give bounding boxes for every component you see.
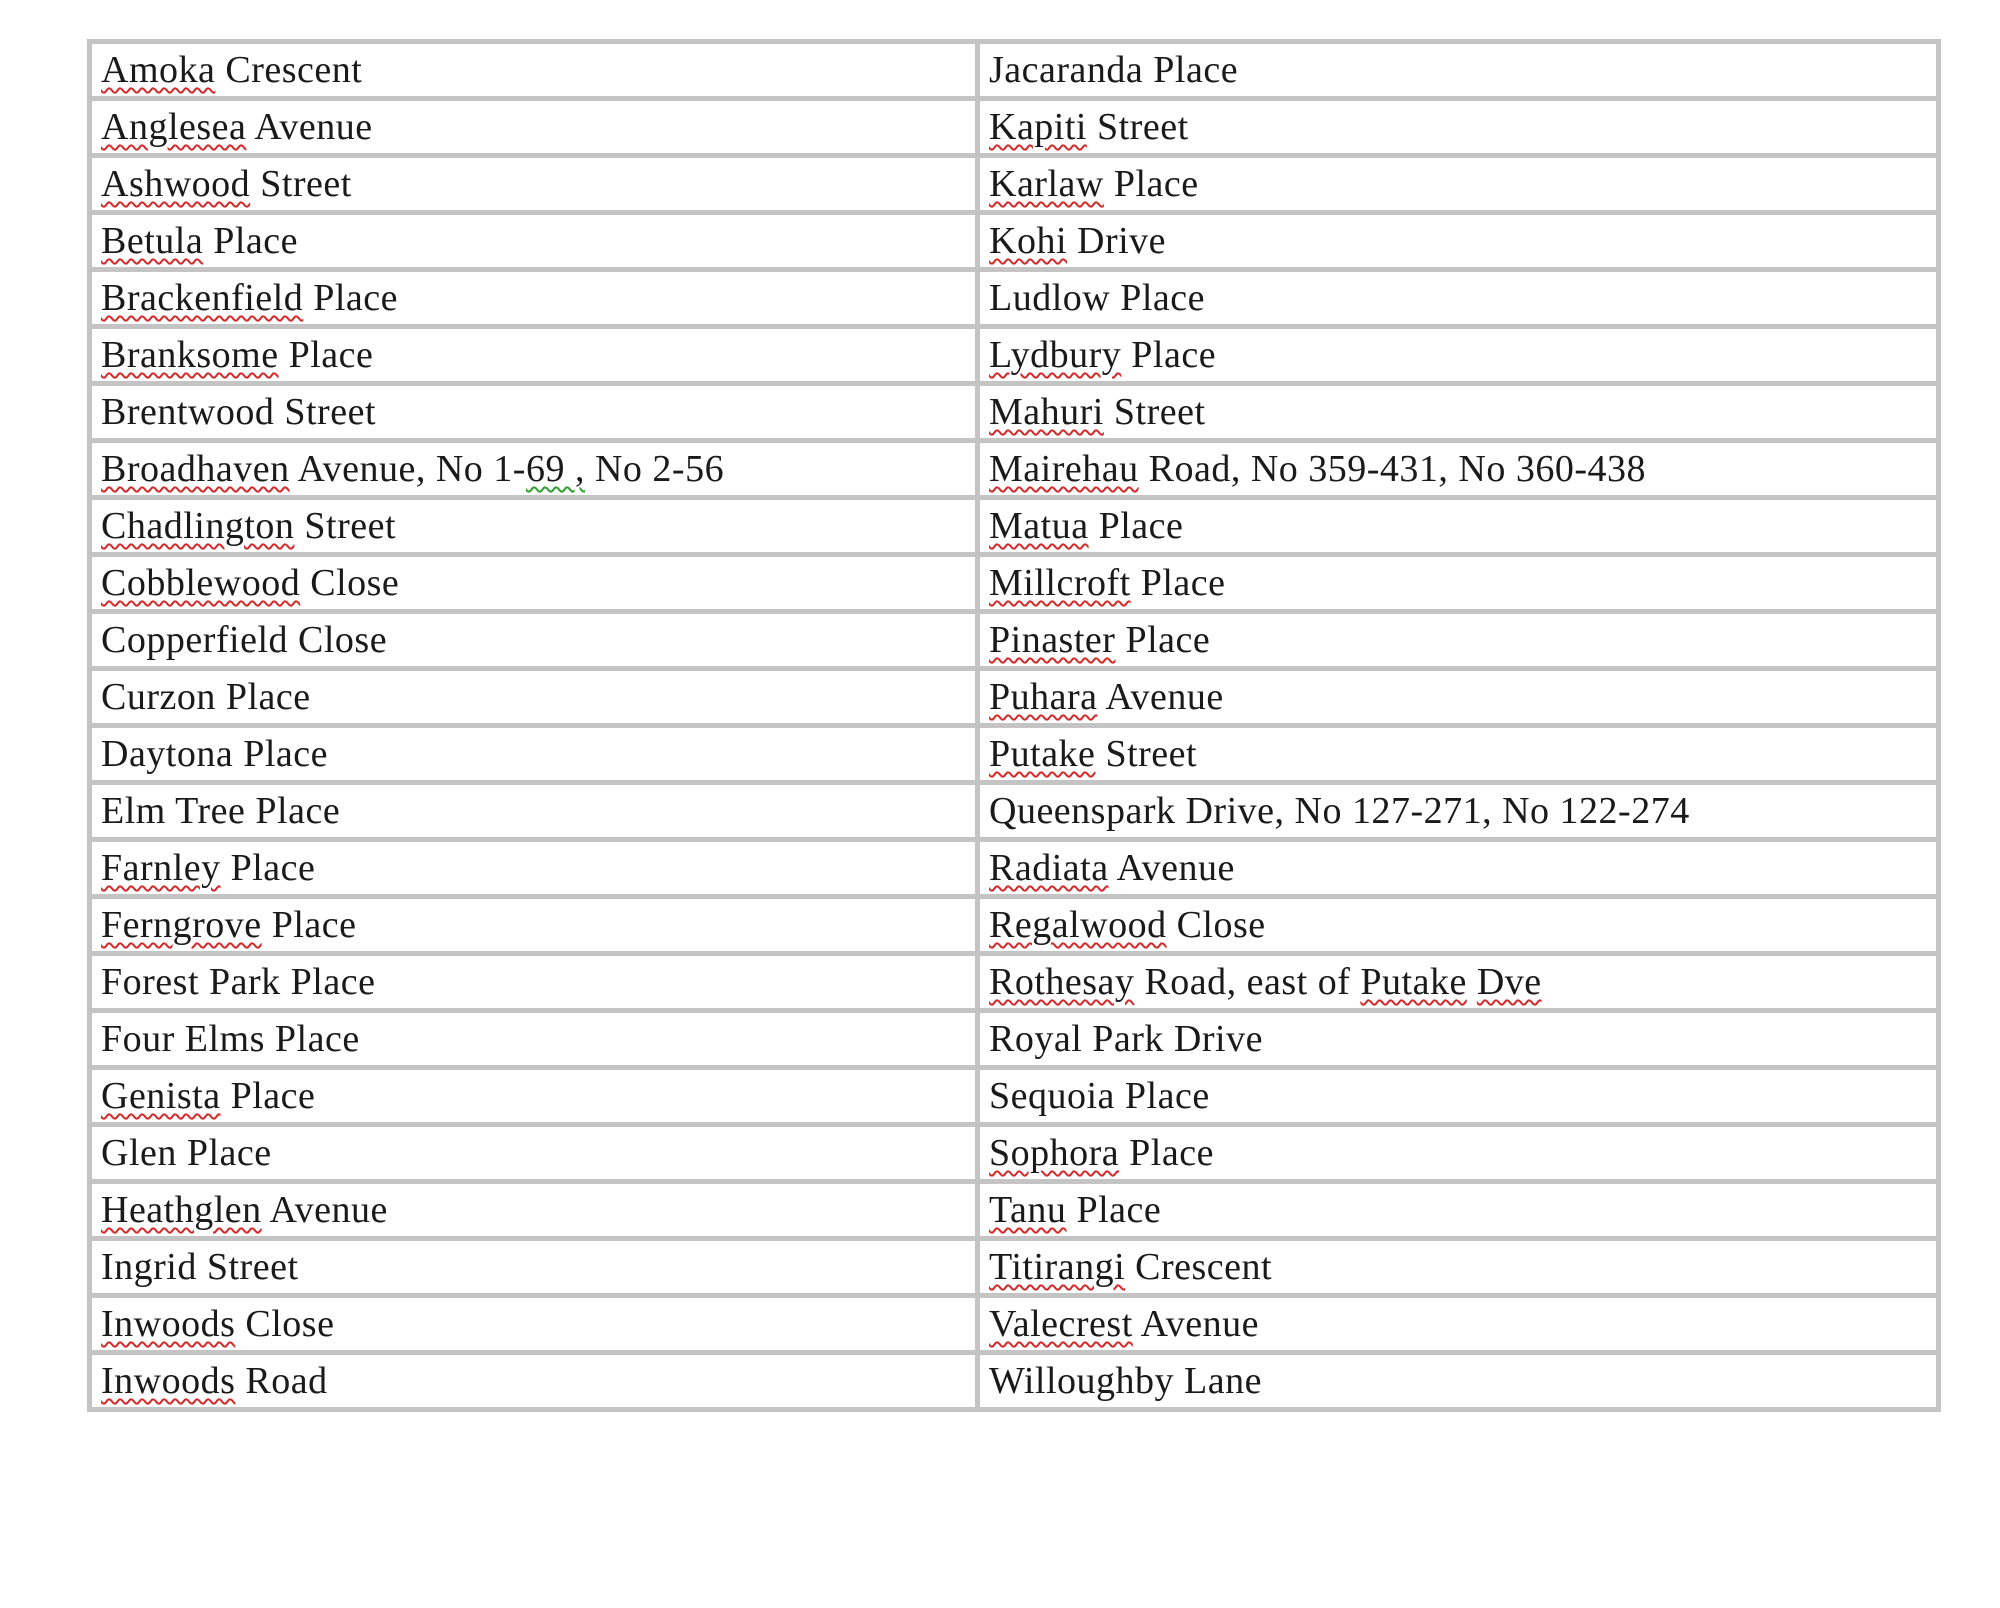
street-text: Avenue: [1132, 1303, 1260, 1345]
misspelled-word: Mahuri: [989, 391, 1104, 433]
street-text: Place: [1115, 619, 1211, 661]
street-text: Crescent: [215, 49, 363, 91]
street-text: Copperfield Close: [101, 619, 388, 661]
street-text: Avenue: [1108, 847, 1235, 889]
misspelled-word: Sophora: [989, 1132, 1120, 1174]
street-text: Crescent: [1125, 1246, 1273, 1288]
grammar-flag: 69 ,: [525, 448, 585, 490]
street-text: [1467, 961, 1477, 1003]
street-list-table: [87, 39, 1941, 1412]
street-cell-left[interactable]: [90, 1296, 978, 1353]
street-cell-left[interactable]: [90, 1353, 978, 1410]
street-cell-left[interactable]: [90, 156, 978, 213]
misspelled-word: Tanu: [989, 1189, 1067, 1231]
table-row: [90, 498, 1939, 555]
table-row: [90, 42, 1939, 99]
misspelled-word: Regalwood: [989, 904, 1167, 946]
misspelled-word: Titirangi: [989, 1246, 1126, 1288]
table-row: [90, 1011, 1939, 1068]
street-cell-right[interactable]: [978, 1182, 1939, 1239]
street-cell-left[interactable]: [90, 840, 978, 897]
street-text: Place: [1066, 1189, 1162, 1231]
misspelled-word: Millcroft: [989, 562, 1131, 604]
street-cell-right[interactable]: [978, 897, 1939, 954]
misspelled-word: Puhara: [989, 676, 1098, 718]
street-text: Ludlow Place: [989, 277, 1206, 319]
misspelled-word: Inwoods: [101, 1303, 236, 1345]
misspelled-word: Ferngrove: [101, 904, 262, 946]
table-row: [90, 840, 1939, 897]
street-text: Close: [235, 1303, 335, 1345]
street-text: Sequoia Place: [989, 1075, 1210, 1117]
street-cell-right[interactable]: [978, 213, 1939, 270]
table-row: [90, 954, 1939, 1011]
street-list-body: [90, 42, 1939, 1410]
misspelled-word: Betula: [101, 220, 204, 262]
street-text: Royal Park Drive: [989, 1018, 1263, 1060]
street-text: Forest Park Place: [101, 961, 376, 1003]
table-row: [90, 1296, 1939, 1353]
misspelled-word: Chadlington: [101, 505, 295, 547]
misspelled-word: Pinaster: [989, 619, 1116, 661]
street-text: Close: [300, 562, 400, 604]
table-row: [90, 384, 1939, 441]
street-cell-left[interactable]: [90, 1068, 978, 1125]
street-cell-right[interactable]: [978, 783, 1939, 840]
street-cell-right[interactable]: [978, 1353, 1939, 1410]
street-text: Jacaranda Place: [989, 49, 1239, 91]
street-text: Queenspark Drive, No 127-271, No 122-274: [989, 790, 1690, 832]
street-text: Curzon Place: [101, 676, 311, 718]
table-row: [90, 1068, 1939, 1125]
misspelled-word: Heathglen: [101, 1189, 262, 1231]
street-text: Street: [1103, 391, 1206, 433]
street-cell-left[interactable]: [90, 384, 978, 441]
street-text: Brentwood Street: [101, 391, 377, 433]
misspelled-word: Valecrest: [989, 1303, 1133, 1345]
table-row: [90, 1182, 1939, 1239]
street-cell-left[interactable]: [90, 270, 978, 327]
misspelled-word: Genista: [101, 1075, 221, 1117]
street-cell-left[interactable]: [90, 213, 978, 270]
table-row: [90, 99, 1939, 156]
street-cell-left[interactable]: [90, 1239, 978, 1296]
misspelled-word: Anglesea: [101, 106, 247, 148]
table-row: [90, 327, 1939, 384]
street-cell-right[interactable]: [978, 726, 1939, 783]
street-text: Avenue: [261, 1189, 388, 1231]
street-text: Place: [1103, 163, 1199, 205]
street-cell-right[interactable]: [978, 441, 1939, 498]
misspelled-word: Karlaw: [989, 163, 1104, 205]
street-text: Place: [220, 847, 316, 889]
street-cell-left[interactable]: [90, 1182, 978, 1239]
street-text: Place: [1119, 1132, 1214, 1174]
street-cell-right[interactable]: [978, 555, 1939, 612]
street-text: Place: [203, 220, 298, 262]
misspelled-word: Rothesay: [989, 961, 1135, 1003]
misspelled-word: Brackenfield: [101, 277, 304, 319]
misspelled-word: Cobblewood: [101, 562, 301, 604]
street-text: Drive: [1067, 220, 1167, 262]
street-cell-right[interactable]: [978, 1011, 1939, 1068]
misspelled-word: Amoka: [101, 49, 216, 91]
street-text: Place: [220, 1075, 316, 1117]
misspelled-word: Kohi: [989, 220, 1067, 262]
table-row: [90, 783, 1939, 840]
misspelled-word: Mairehau: [989, 448, 1139, 490]
table-row: [90, 213, 1939, 270]
misspelled-word: Ashwood: [101, 163, 251, 205]
street-text: Four Elms Place: [101, 1018, 360, 1060]
table-row: [90, 1353, 1939, 1410]
street-text: Place: [1130, 562, 1226, 604]
street-text: Place: [303, 277, 399, 319]
street-text: Place: [261, 904, 357, 946]
street-text: Elm Tree Place: [101, 790, 341, 832]
table-row: [90, 555, 1939, 612]
street-text: Street: [294, 505, 397, 547]
misspelled-word: Dve: [1476, 961, 1542, 1003]
street-cell-right[interactable]: [978, 270, 1939, 327]
street-text: Avenue, No 1-: [289, 448, 526, 490]
misspelled-word: Broadhaven: [101, 448, 290, 490]
street-text: Street: [1086, 106, 1189, 148]
misspelled-word: Matua: [989, 505, 1089, 547]
street-text: Close: [1166, 904, 1266, 946]
table-row: [90, 1125, 1939, 1182]
street-cell-right[interactable]: [978, 669, 1939, 726]
street-cell-left[interactable]: [90, 1125, 978, 1182]
table-row: [90, 726, 1939, 783]
street-cell-right[interactable]: [978, 1068, 1939, 1125]
street-cell-left[interactable]: [90, 897, 978, 954]
street-cell-left[interactable]: [90, 42, 978, 99]
street-text: Glen Place: [101, 1132, 272, 1174]
table-row: [90, 612, 1939, 669]
street-text: Road: [235, 1360, 328, 1402]
misspelled-word: Branksome: [101, 334, 279, 376]
street-text: Place: [1088, 505, 1184, 547]
table-row: [90, 897, 1939, 954]
street-cell-right[interactable]: [978, 840, 1939, 897]
street-text: Avenue: [1097, 676, 1224, 718]
street-cell-left[interactable]: [90, 783, 978, 840]
misspelled-word: Inwoods: [101, 1360, 236, 1402]
street-cell-right[interactable]: [978, 42, 1939, 99]
street-text: No 2-56: [584, 448, 725, 490]
street-cell-left[interactable]: [90, 669, 978, 726]
misspelled-word: Putake: [1360, 961, 1467, 1003]
street-cell-right[interactable]: [978, 1296, 1939, 1353]
street-cell-right[interactable]: [978, 1125, 1939, 1182]
street-cell-right[interactable]: [978, 612, 1939, 669]
street-cell-left[interactable]: [90, 327, 978, 384]
street-cell-left[interactable]: [90, 726, 978, 783]
misspelled-word: Radiata: [989, 847, 1109, 889]
table-row: [90, 156, 1939, 213]
table-row: [90, 441, 1939, 498]
street-cell-right[interactable]: [978, 954, 1939, 1011]
table-row: [90, 270, 1939, 327]
street-cell-left[interactable]: [90, 612, 978, 669]
street-text: Avenue: [246, 106, 373, 148]
street-text: Street: [1095, 733, 1198, 775]
street-text: Street: [250, 163, 352, 205]
street-cell-right[interactable]: [978, 498, 1939, 555]
street-text: Place: [278, 334, 374, 376]
street-cell-right[interactable]: [978, 156, 1939, 213]
street-text: Place: [1121, 334, 1217, 376]
street-text: Willoughby Lane: [989, 1360, 1262, 1402]
street-cell-left[interactable]: [90, 954, 978, 1011]
street-cell-left[interactable]: [90, 498, 978, 555]
street-text: Daytona Place: [101, 733, 329, 775]
table-row: [90, 669, 1939, 726]
street-text: Road, east of: [1134, 961, 1361, 1003]
street-cell-right[interactable]: [978, 99, 1939, 156]
street-cell-left[interactable]: [90, 1011, 978, 1068]
street-cell-right[interactable]: [978, 1239, 1939, 1296]
street-text: Ingrid Street: [101, 1246, 299, 1288]
street-cell-left[interactable]: [90, 441, 978, 498]
misspelled-word: Kapiti: [989, 106, 1087, 148]
street-cell-left[interactable]: [90, 99, 978, 156]
misspelled-word: Farnley: [101, 847, 221, 889]
street-cell-right[interactable]: [978, 384, 1939, 441]
table-row: [90, 1239, 1939, 1296]
misspelled-word: Putake: [989, 733, 1096, 775]
street-cell-left[interactable]: [90, 555, 978, 612]
misspelled-word: Lydbury: [989, 334, 1122, 376]
street-cell-right[interactable]: [978, 327, 1939, 384]
street-text: Road, No 359-431, No 360-438: [1138, 448, 1647, 490]
